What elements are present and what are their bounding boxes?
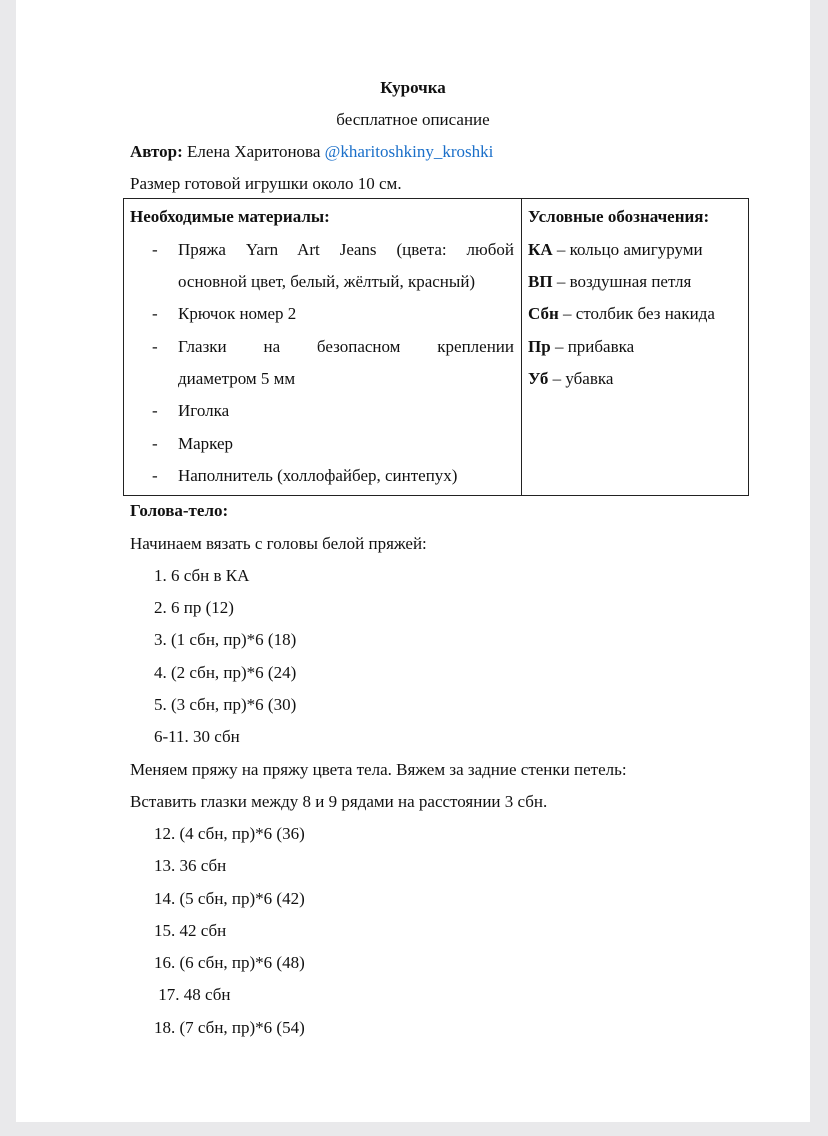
section-title: Голова-тело: xyxy=(130,501,229,520)
material-item: Пряжа Yarn Art Jeans (цвета: любой xyxy=(178,240,514,259)
list-bullet: - xyxy=(152,337,158,356)
legend-desc: – прибавка xyxy=(550,337,635,356)
material-item-cont: диаметром 5 мм xyxy=(178,369,296,388)
pattern-row: 15. 42 сбн xyxy=(154,921,227,940)
pattern-row: 1. 6 сбн в КА xyxy=(154,566,250,585)
list-bullet: - xyxy=(152,466,158,485)
list-bullet: - xyxy=(152,434,158,453)
material-item: Маркер xyxy=(178,434,234,453)
pattern-row: 4. (2 сбн, пр)*6 (24) xyxy=(154,663,297,682)
pattern-row: 2. 6 пр (12) xyxy=(154,598,234,617)
document-page xyxy=(16,0,810,1122)
author-line xyxy=(130,141,493,163)
legend-item xyxy=(528,239,703,261)
material-item: Глазки на безопасном креплении xyxy=(178,337,514,356)
legend-desc: – кольцо амигуруми xyxy=(552,240,703,259)
material-item: Иголка xyxy=(178,401,230,420)
material-item-cont: основной цвет, белый, жёлтый, красный) xyxy=(178,272,476,291)
pattern-row: 14. (5 сбн, пр)*6 (42) xyxy=(154,889,305,908)
author-handle-link[interactable]: @kharitoshkiny_kroshki xyxy=(324,142,494,161)
pattern-row: 12. (4 сбн, пр)*6 (36) xyxy=(154,824,305,843)
pattern-row: 5. (3 сбн, пр)*6 (30) xyxy=(154,695,297,714)
material-item: Крючок номер 2 xyxy=(178,304,297,323)
legend-abbr: ВП xyxy=(528,272,553,291)
pattern-row: 6-11. 30 сбн xyxy=(154,727,240,746)
legend-abbr: Пр xyxy=(528,337,551,356)
pattern-row: 17. 48 сбн xyxy=(154,985,231,1004)
author-name: Елена Харитонова xyxy=(187,142,321,161)
intro-text: Начинаем вязать с головы белой пряжей: xyxy=(130,534,427,553)
legend-item xyxy=(528,368,613,390)
list-bullet: - xyxy=(152,240,158,259)
legend-abbr: Сбн xyxy=(528,304,559,323)
legend-item xyxy=(528,271,691,293)
list-bullet: - xyxy=(152,401,158,420)
page-subtitle: бесплатное описание xyxy=(336,110,490,129)
pattern-row: 18. (7 сбн, пр)*6 (54) xyxy=(154,1018,305,1037)
materials-table xyxy=(123,198,749,496)
legend-header: Условные обозначения: xyxy=(528,207,710,226)
legend-desc: – воздушная петля xyxy=(552,272,692,291)
legend-item xyxy=(528,336,634,358)
size-note: Размер готовой игрушки около 10 см. xyxy=(130,174,402,193)
material-item: Наполнитель (холлофайбер, синтепух) xyxy=(178,466,458,485)
legend-abbr: Уб xyxy=(528,369,549,388)
legend-desc: – столбик без накида xyxy=(558,304,715,323)
page-title: Курочка xyxy=(380,78,446,97)
legend-cell xyxy=(522,199,749,496)
materials-header: Необходимые материалы: xyxy=(130,207,330,226)
author-label: Автор: xyxy=(130,142,183,161)
pattern-row: 16. (6 сбн, пр)*6 (48) xyxy=(154,953,305,972)
pattern-row: 13. 36 сбн xyxy=(154,856,227,875)
legend-abbr: КА xyxy=(528,240,553,259)
pattern-row: 3. (1 сбн, пр)*6 (18) xyxy=(154,630,297,649)
note-text: Вставить глазки между 8 и 9 рядами на расстоянии 3 сбн. xyxy=(130,792,548,811)
note-text: Меняем пряжу на пряжу цвета тела. Вяжем за задние стенки петель: xyxy=(130,760,627,779)
list-bullet: - xyxy=(152,304,158,323)
legend-desc: – убавка xyxy=(548,369,614,388)
legend-item xyxy=(528,303,715,325)
materials-cell xyxy=(124,199,522,496)
